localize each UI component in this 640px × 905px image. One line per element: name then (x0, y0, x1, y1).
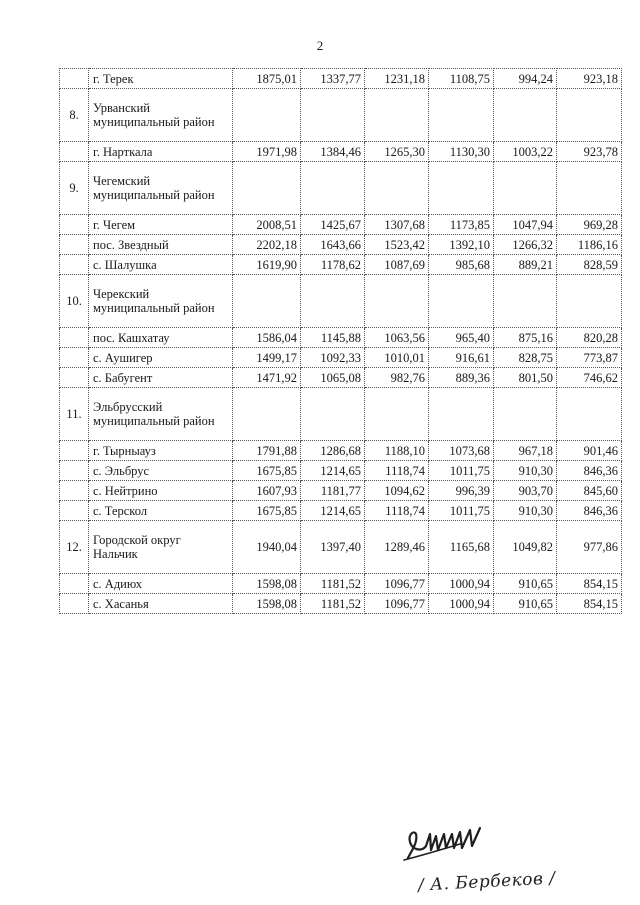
table-row (60, 69, 622, 89)
settlement-name: г. Тырныауз (89, 441, 233, 461)
rate-value: 1675,85 (233, 461, 301, 481)
rate-value (301, 275, 365, 328)
rate-value: 1214,65 (301, 461, 365, 481)
rate-value: 1940,04 (233, 521, 301, 574)
rate-value: 1003,22 (494, 142, 557, 162)
rate-value (557, 275, 622, 328)
rate-value: 977,86 (557, 521, 622, 574)
rate-value (365, 388, 429, 441)
rate-value: 1049,82 (494, 521, 557, 574)
settlement-name: с. Нейтрино (89, 481, 233, 501)
row-number (60, 368, 89, 388)
rate-value: 903,70 (494, 481, 557, 501)
row-number: 10. (60, 275, 89, 328)
rate-value: 910,30 (494, 461, 557, 481)
row-number (60, 574, 89, 594)
settlement-name: г. Чегем (89, 215, 233, 235)
rate-value (233, 388, 301, 441)
rate-value: 1096,77 (365, 574, 429, 594)
rate-value: 1181,52 (301, 594, 365, 614)
table-row (60, 574, 622, 594)
rate-value: 1397,40 (301, 521, 365, 574)
rate-value (494, 89, 557, 142)
settlement-name: Черекский муниципальный район (89, 275, 233, 328)
rate-value: 2008,51 (233, 215, 301, 235)
signature-name: / А. Бербеков / (417, 868, 557, 896)
table-row (60, 142, 622, 162)
rate-value (365, 275, 429, 328)
rate-value (233, 275, 301, 328)
rate-value: 1231,18 (365, 69, 429, 89)
settlement-name: Эльбрусский муниципальный район (89, 388, 233, 441)
table-row (60, 594, 622, 614)
rate-value: 1073,68 (429, 441, 494, 461)
rate-value (301, 162, 365, 215)
settlement-name: с. Шалушка (89, 255, 233, 275)
rate-value: 1181,52 (301, 574, 365, 594)
rate-value: 1063,56 (365, 328, 429, 348)
table-row (60, 162, 622, 215)
rate-value: 901,46 (557, 441, 622, 461)
table-row (60, 255, 622, 275)
rate-value: 1971,98 (233, 142, 301, 162)
rate-value: 1392,10 (429, 235, 494, 255)
rate-value: 1130,30 (429, 142, 494, 162)
rate-value: 1188,10 (365, 441, 429, 461)
rate-value: 910,65 (494, 574, 557, 594)
rate-value: 845,60 (557, 481, 622, 501)
rate-value: 1181,77 (301, 481, 365, 501)
rate-value: 916,61 (429, 348, 494, 368)
rate-value (557, 162, 622, 215)
rate-value: 1266,32 (494, 235, 557, 255)
rate-value: 923,18 (557, 69, 622, 89)
rate-value: 1094,62 (365, 481, 429, 501)
settlement-name: с. Хасанья (89, 594, 233, 614)
rate-value: 1607,93 (233, 481, 301, 501)
row-number: 11. (60, 388, 89, 441)
row-number (60, 501, 89, 521)
table-row (60, 388, 622, 441)
rate-value: 1337,77 (301, 69, 365, 89)
rate-value (233, 89, 301, 142)
rate-value (494, 275, 557, 328)
table-row (60, 328, 622, 348)
table-row (60, 521, 622, 574)
rate-value (557, 388, 622, 441)
rate-value: 746,62 (557, 368, 622, 388)
rate-value: 1499,17 (233, 348, 301, 368)
rate-value: 1145,88 (301, 328, 365, 348)
rate-value: 854,15 (557, 574, 622, 594)
rate-value (365, 162, 429, 215)
settlement-name: с. Эльбрус (89, 461, 233, 481)
rate-value: 967,18 (494, 441, 557, 461)
rate-value: 1586,04 (233, 328, 301, 348)
rate-value (365, 89, 429, 142)
rate-value: 1289,46 (365, 521, 429, 574)
table-row (60, 89, 622, 142)
rate-value: 1675,85 (233, 501, 301, 521)
row-number (60, 461, 89, 481)
row-number (60, 348, 89, 368)
row-number (60, 481, 89, 501)
row-number (60, 328, 89, 348)
table-row (60, 461, 622, 481)
row-number (60, 215, 89, 235)
rate-value: 1011,75 (429, 461, 494, 481)
row-number: 9. (60, 162, 89, 215)
rate-value: 1178,62 (301, 255, 365, 275)
rate-value: 1092,33 (301, 348, 365, 368)
rate-value: 1307,68 (365, 215, 429, 235)
rate-value: 1791,88 (233, 441, 301, 461)
table-row (60, 235, 622, 255)
row-number (60, 594, 89, 614)
rate-value: 996,39 (429, 481, 494, 501)
rate-value: 1286,68 (301, 441, 365, 461)
settlement-name: Урванский муниципальный район (89, 89, 233, 142)
rate-value: 889,36 (429, 368, 494, 388)
rate-value: 1875,01 (233, 69, 301, 89)
rate-value: 1108,75 (429, 69, 494, 89)
signature-icon (400, 820, 530, 870)
table-row (60, 348, 622, 368)
settlement-name: с. Адиюх (89, 574, 233, 594)
row-number (60, 255, 89, 275)
table-row (60, 481, 622, 501)
rate-value (233, 162, 301, 215)
settlement-name: с. Бабугент (89, 368, 233, 388)
rate-value (301, 89, 365, 142)
table-row (60, 368, 622, 388)
row-number (60, 235, 89, 255)
rate-value: 1598,08 (233, 594, 301, 614)
table-body (60, 69, 622, 614)
rate-value: 1598,08 (233, 574, 301, 594)
rate-value (429, 275, 494, 328)
table-row (60, 441, 622, 461)
rate-value: 1265,30 (365, 142, 429, 162)
rate-value: 1619,90 (233, 255, 301, 275)
settlement-name: г. Нарткала (89, 142, 233, 162)
rate-value: 846,36 (557, 461, 622, 481)
rate-value: 828,75 (494, 348, 557, 368)
rate-value: 1165,68 (429, 521, 494, 574)
rate-value (494, 162, 557, 215)
rate-value: 910,65 (494, 594, 557, 614)
rate-value: 1118,74 (365, 461, 429, 481)
rate-value: 828,59 (557, 255, 622, 275)
rate-value: 875,16 (494, 328, 557, 348)
rate-value: 1384,46 (301, 142, 365, 162)
rate-value: 1118,74 (365, 501, 429, 521)
rate-value: 1065,08 (301, 368, 365, 388)
rate-value: 1000,94 (429, 594, 494, 614)
rate-value: 1214,65 (301, 501, 365, 521)
rates-table (59, 68, 622, 614)
row-number (60, 441, 89, 461)
rate-value (557, 89, 622, 142)
rate-value: 1186,16 (557, 235, 622, 255)
rate-value: 969,28 (557, 215, 622, 235)
rate-value: 982,76 (365, 368, 429, 388)
rate-value (429, 89, 494, 142)
settlement-name: г. Терек (89, 69, 233, 89)
rate-value: 965,40 (429, 328, 494, 348)
settlement-name: пос. Звездный (89, 235, 233, 255)
rate-value: 994,24 (494, 69, 557, 89)
rate-value: 820,28 (557, 328, 622, 348)
rate-value: 1643,66 (301, 235, 365, 255)
row-number (60, 142, 89, 162)
rate-value: 1173,85 (429, 215, 494, 235)
table-row (60, 501, 622, 521)
rate-value: 1011,75 (429, 501, 494, 521)
table-row (60, 275, 622, 328)
rate-value: 1000,94 (429, 574, 494, 594)
rate-value: 1471,92 (233, 368, 301, 388)
rate-value: 923,78 (557, 142, 622, 162)
rate-value: 1425,67 (301, 215, 365, 235)
rate-value: 846,36 (557, 501, 622, 521)
row-number (60, 69, 89, 89)
rate-value (429, 162, 494, 215)
rate-value: 2202,18 (233, 235, 301, 255)
rate-value: 1087,69 (365, 255, 429, 275)
rate-value (301, 388, 365, 441)
rate-value: 1010,01 (365, 348, 429, 368)
rate-value (429, 388, 494, 441)
settlement-name: пос. Кашхатау (89, 328, 233, 348)
rate-value: 889,21 (494, 255, 557, 275)
settlement-name: Городской округ Нальчик (89, 521, 233, 574)
rate-value: 801,50 (494, 368, 557, 388)
settlement-name: Чегемский муниципальный район (89, 162, 233, 215)
rate-value (494, 388, 557, 441)
rate-value: 985,68 (429, 255, 494, 275)
rate-value: 1523,42 (365, 235, 429, 255)
settlement-name: с. Аушигер (89, 348, 233, 368)
rate-value: 910,30 (494, 501, 557, 521)
page-number: 2 (316, 38, 324, 53)
row-number: 8. (60, 89, 89, 142)
rate-value: 854,15 (557, 594, 622, 614)
rate-value: 1096,77 (365, 594, 429, 614)
settlement-name: с. Терскол (89, 501, 233, 521)
row-number: 12. (60, 521, 89, 574)
rate-value: 773,87 (557, 348, 622, 368)
rate-value: 1047,94 (494, 215, 557, 235)
table-row (60, 215, 622, 235)
